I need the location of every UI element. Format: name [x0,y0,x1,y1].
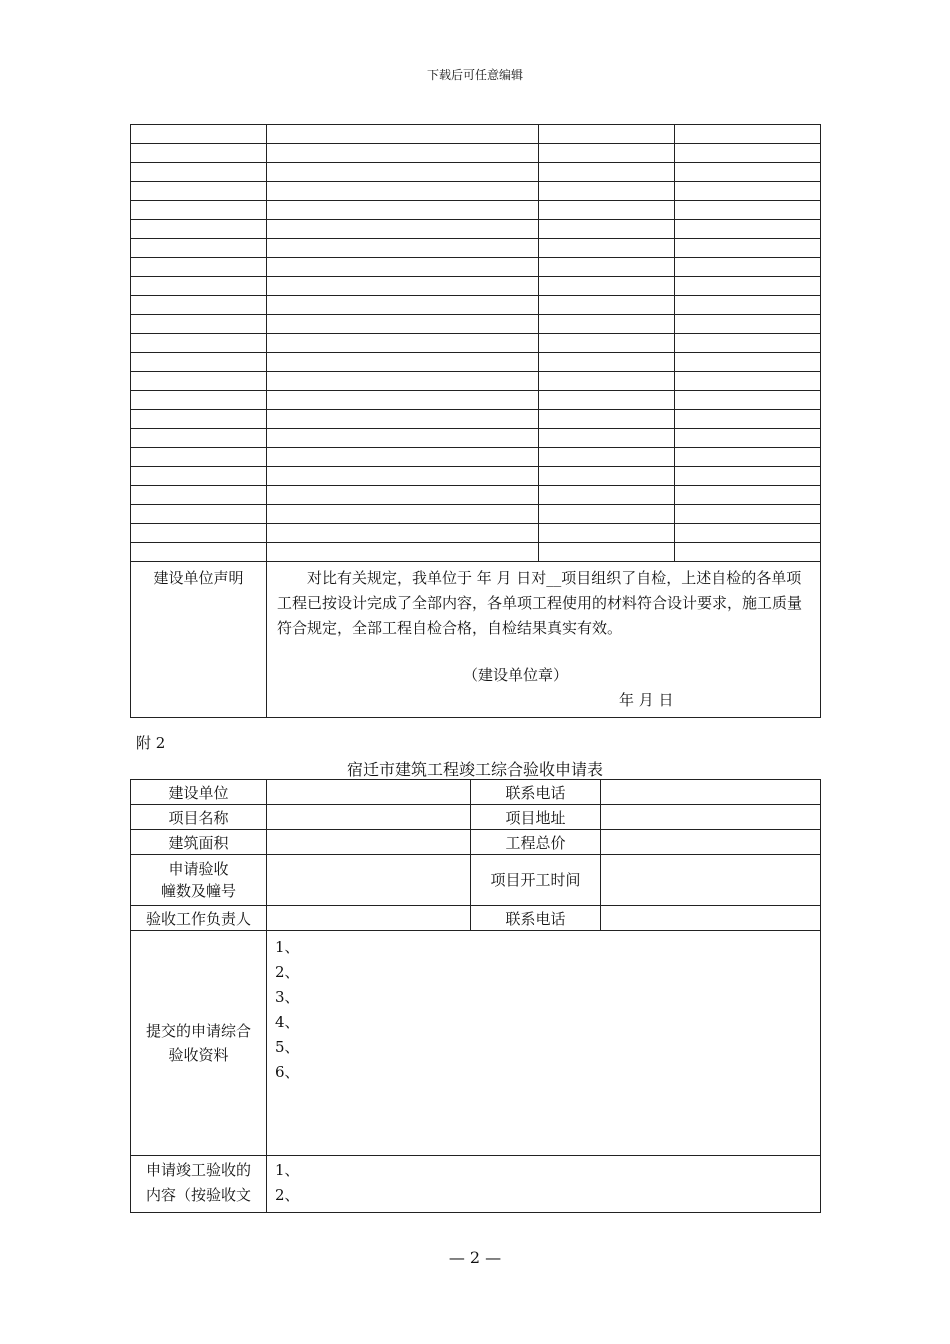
table-row [131,163,821,182]
declaration-label: 建设单位声明 [131,562,267,718]
table-cell[interactable] [131,429,267,448]
table-cell[interactable] [131,296,267,315]
table-row [131,524,821,543]
table-cell[interactable] [675,524,821,543]
table-cell[interactable] [675,353,821,372]
table-cell[interactable] [267,524,539,543]
table-cell[interactable] [675,277,821,296]
table-row [131,486,821,505]
table-row [131,505,821,524]
table-cell[interactable] [131,524,267,543]
table-row [131,258,821,277]
table-row [131,125,821,144]
apply-buildings-label [131,855,267,906]
list-item: 3、 [275,988,300,1006]
table-cell[interactable] [675,505,821,524]
table-cell[interactable] [539,391,675,410]
table-cell[interactable] [267,410,539,429]
table-cell[interactable] [539,467,675,486]
table-row [131,1156,821,1213]
list-item: 4、 [275,1013,300,1031]
table-cell[interactable] [131,467,267,486]
table-cell[interactable] [267,486,539,505]
list-item: 1、 [275,1161,300,1179]
table-row [131,467,821,486]
content-list[interactable] [267,1156,821,1213]
table-cell[interactable] [267,220,539,239]
table-cell[interactable] [675,448,821,467]
table-cell[interactable] [539,448,675,467]
project-address-label: 项目地址 [471,805,601,830]
table-row [131,239,821,258]
table-row [131,543,821,562]
table-cell[interactable] [131,353,267,372]
table-cell[interactable] [675,315,821,334]
table-cell[interactable] [675,125,821,144]
table-cell[interactable] [267,391,539,410]
table-cell[interactable] [131,486,267,505]
table-cell[interactable] [539,543,675,562]
download-note: 下载后可任意编辑 [426,68,523,82]
building-area-value[interactable] [267,830,471,855]
table-cell[interactable] [267,353,539,372]
list-item: 6、 [275,1063,300,1081]
table-cell[interactable] [131,182,267,201]
table-cell[interactable] [539,277,675,296]
table-cell[interactable] [539,505,675,524]
table-cell[interactable] [267,144,539,163]
table-row [131,334,821,353]
table-cell[interactable] [539,524,675,543]
table-cell[interactable] [539,410,675,429]
table-cell[interactable] [539,239,675,258]
content-label [131,1156,267,1213]
list-item: 2、 [275,963,300,981]
table-cell[interactable] [131,144,267,163]
table-row [131,410,821,429]
table-row [131,855,821,906]
table-cell[interactable] [267,334,539,353]
total-cost-value[interactable] [601,830,821,855]
acceptance-application-table [130,779,821,1213]
table-cell[interactable] [131,239,267,258]
table-row [131,144,821,163]
table-cell[interactable] [675,239,821,258]
table-row [131,805,821,830]
table-row [131,906,821,931]
table-row [131,220,821,239]
table-cell[interactable] [539,353,675,372]
table-cell[interactable] [267,258,539,277]
lead-contact-phone-label: 联系电话 [471,906,601,931]
table-cell[interactable] [539,125,675,144]
table-row [131,372,821,391]
building-area-label: 建筑面积 [131,830,267,855]
table-row [131,182,821,201]
table-row [131,296,821,315]
declaration-date: 年 月 日 [619,691,674,709]
table-cell[interactable] [267,543,539,562]
table-cell[interactable] [131,410,267,429]
table-row [131,429,821,448]
declaration-row [131,562,821,718]
list-item: 1、 [275,938,300,956]
table-cell[interactable] [539,315,675,334]
start-time-label: 项目开工时间 [471,855,601,906]
table-cell[interactable] [675,296,821,315]
apply-buildings-label-line2: 幢数及幢号 [160,882,236,900]
table-cell[interactable] [131,543,267,562]
table-cell[interactable] [675,543,821,562]
table-cell[interactable] [267,448,539,467]
table-row [131,277,821,296]
materials-label-line2: 验收资料 [168,1046,229,1064]
construction-unit-value[interactable] [267,780,471,805]
apply-buildings-value[interactable] [267,855,471,906]
table-cell[interactable] [539,258,675,277]
table-row [131,780,821,805]
table-cell[interactable] [675,334,821,353]
table-cell[interactable] [675,391,821,410]
declaration-cell [267,562,821,718]
table-cell[interactable] [539,201,675,220]
table-cell[interactable] [131,277,267,296]
declaration-text: 对比有关规定，我单位于 年 月 日对__项目组织了自检，上述自检的各单项工程已按设计完成了全部内容，各单项工程使用的材料符合设计要求，施工质量符合规定，全部工程自检合格，自检结果真实有效。 [277,569,803,637]
table-cell[interactable] [675,163,821,182]
project-name-label: 项目名称 [131,805,267,830]
list-item: 2、 [275,1186,300,1204]
contact-phone-value[interactable] [601,780,821,805]
table-cell[interactable] [267,125,539,144]
table-cell[interactable] [539,429,675,448]
list-item: 5、 [275,1038,300,1056]
table-cell[interactable] [131,163,267,182]
table-cell[interactable] [675,372,821,391]
table-cell[interactable] [539,163,675,182]
project-name-value[interactable] [267,805,471,830]
table-row [131,201,821,220]
project-items-table [130,124,821,718]
table-cell[interactable] [539,144,675,163]
acceptance-lead-value[interactable] [267,906,471,931]
table-cell[interactable] [267,296,539,315]
appendix-label: 附 2 [136,734,166,752]
project-address-value[interactable] [601,805,821,830]
materials-list[interactable] [267,931,821,1156]
table-cell[interactable] [267,505,539,524]
table-cell[interactable] [267,239,539,258]
table-cell[interactable] [539,486,675,505]
table-cell[interactable] [675,220,821,239]
table-cell[interactable] [131,448,267,467]
acceptance-lead-label: 验收工作负责人 [131,906,267,931]
materials-label [131,931,267,1156]
materials-label-line1: 提交的申请综合 [145,1022,251,1040]
content-label-line1: 申请竣工验收的 [145,1161,251,1179]
table-cell[interactable] [131,220,267,239]
content-label-line2: 内容（按验收文 [145,1186,251,1204]
apply-buildings-label-line1: 申请验收 [168,860,229,878]
table-row [131,353,821,372]
table-cell[interactable] [267,163,539,182]
table-cell[interactable] [675,410,821,429]
table-cell[interactable] [131,315,267,334]
table-cell[interactable] [267,182,539,201]
table-cell[interactable] [267,372,539,391]
construction-unit-label: 建设单位 [131,780,267,805]
table-cell[interactable] [539,296,675,315]
table-row [131,448,821,467]
table-cell[interactable] [539,372,675,391]
lead-contact-phone-value[interactable] [601,906,821,931]
table-row [131,830,821,855]
table-cell[interactable] [675,201,821,220]
table-cell[interactable] [131,372,267,391]
table-cell[interactable] [539,182,675,201]
table-cell[interactable] [131,125,267,144]
table-cell[interactable] [675,467,821,486]
page-number: — 2 — [448,1248,502,1267]
contact-phone-label: 联系电话 [471,780,601,805]
table-cell[interactable] [131,334,267,353]
table-row [131,315,821,334]
table-cell[interactable] [675,258,821,277]
table-cell[interactable] [267,429,539,448]
table-cell[interactable] [539,220,675,239]
table-cell[interactable] [675,144,821,163]
table-cell[interactable] [267,201,539,220]
total-cost-label: 工程总价 [471,830,601,855]
table-cell[interactable] [131,201,267,220]
table-cell[interactable] [675,429,821,448]
table-cell[interactable] [675,486,821,505]
table-cell[interactable] [675,182,821,201]
table-cell[interactable] [267,277,539,296]
table-cell[interactable] [131,505,267,524]
form-title: 宿迁市建筑工程竣工综合验收申请表 [346,760,603,779]
seal-text: （建设单位章） [463,666,569,684]
table-cell[interactable] [539,334,675,353]
start-time-value[interactable] [601,855,821,906]
table-cell[interactable] [131,391,267,410]
table-cell[interactable] [267,467,539,486]
table-cell[interactable] [267,315,539,334]
table-row [131,931,821,1156]
table-row [131,391,821,410]
table-cell[interactable] [131,258,267,277]
